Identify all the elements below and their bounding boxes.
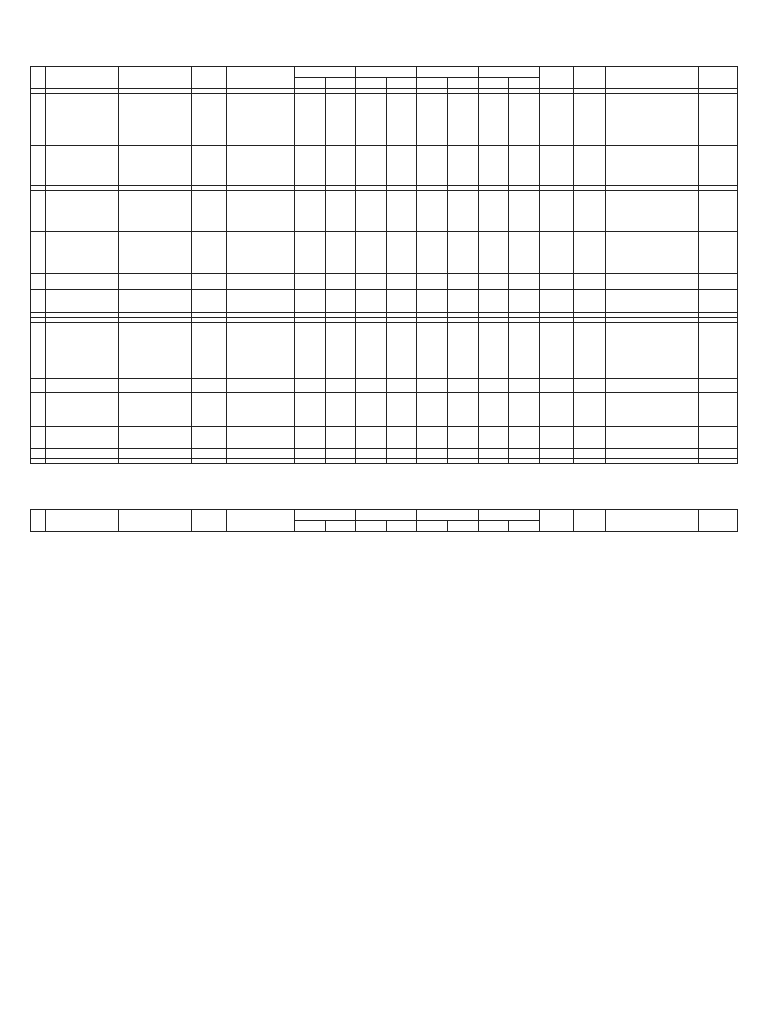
performance-indicator	[119, 274, 192, 290]
tindak-lanjut-cell	[574, 427, 606, 449]
quarter-target	[478, 274, 509, 290]
quarter-realisasi	[509, 290, 540, 313]
action-plan	[226, 449, 294, 459]
quarter-realisasi	[509, 379, 540, 393]
table-row	[31, 449, 738, 459]
table-row	[31, 290, 738, 313]
strategic-goal	[45, 191, 118, 232]
table-row	[31, 146, 738, 186]
empty-cell	[325, 459, 356, 464]
header-realisasi	[325, 78, 356, 89]
empty-cell	[605, 459, 698, 464]
target-value	[192, 323, 226, 379]
quarter-target	[356, 191, 387, 232]
quarter-target	[478, 427, 509, 449]
header-realisasi	[509, 78, 540, 89]
quarter-realisasi	[386, 191, 417, 232]
quarter-target	[356, 323, 387, 379]
header-target	[295, 78, 326, 89]
program-activity	[605, 449, 698, 459]
quarter-target	[417, 94, 448, 146]
quarter-realisasi	[386, 146, 417, 186]
responsible-unit	[698, 232, 737, 274]
table-row	[31, 379, 738, 393]
header-kendala	[539, 67, 573, 89]
quarter-realisasi	[325, 191, 356, 232]
header-sasaran	[45, 67, 118, 89]
quarter-target	[295, 379, 326, 393]
quarter-target	[478, 393, 509, 427]
header-tw2	[356, 510, 417, 521]
header-realisasi	[386, 521, 417, 532]
kendala-cell	[539, 274, 573, 290]
tindak-lanjut-cell	[574, 274, 606, 290]
responsible-unit	[698, 290, 737, 313]
row-number	[31, 146, 46, 186]
quarter-target	[478, 146, 509, 186]
quarter-realisasi	[448, 290, 479, 313]
tindak-lanjut-cell	[574, 232, 606, 274]
kendala-cell	[539, 191, 573, 232]
program-activity	[605, 323, 698, 379]
spacer-row	[31, 459, 738, 464]
header-realisasi	[448, 521, 479, 532]
performance-indicator	[119, 393, 192, 427]
action-plan	[226, 379, 294, 393]
quarter-target	[295, 232, 326, 274]
strategic-goal	[45, 290, 118, 313]
empty-cell	[539, 459, 573, 464]
header-sasaran	[45, 510, 118, 532]
header-target	[356, 521, 387, 532]
strategic-goal	[45, 146, 118, 186]
header-no	[31, 510, 46, 532]
quarter-realisasi	[325, 94, 356, 146]
quarter-realisasi	[325, 323, 356, 379]
quarter-realisasi	[448, 146, 479, 186]
empty-cell	[386, 459, 417, 464]
action-plan	[226, 393, 294, 427]
header-target	[478, 78, 509, 89]
quarter-realisasi	[325, 379, 356, 393]
quarter-realisasi	[448, 379, 479, 393]
quarter-target	[417, 393, 448, 427]
tindak-lanjut-cell	[574, 146, 606, 186]
quarter-realisasi	[509, 323, 540, 379]
kendala-cell	[539, 449, 573, 459]
quarter-realisasi	[509, 191, 540, 232]
quarter-target	[356, 274, 387, 290]
quarter-realisasi	[386, 232, 417, 274]
program-activity	[605, 379, 698, 393]
quarter-target	[295, 94, 326, 146]
program-activity	[605, 427, 698, 449]
target-value	[192, 379, 226, 393]
program-activity	[605, 290, 698, 313]
target-value	[192, 274, 226, 290]
program-activity	[605, 393, 698, 427]
row-number	[31, 427, 46, 449]
quarter-target	[295, 290, 326, 313]
header-target	[295, 521, 326, 532]
kendala-cell	[539, 94, 573, 146]
responsible-unit	[698, 393, 737, 427]
quarter-realisasi	[386, 290, 417, 313]
responsible-unit	[698, 274, 737, 290]
quarter-target	[478, 379, 509, 393]
empty-cell	[574, 459, 606, 464]
quarter-realisasi	[386, 449, 417, 459]
header-target	[417, 521, 448, 532]
header-no	[31, 67, 46, 89]
empty-cell	[356, 459, 387, 464]
performance-indicator	[119, 449, 192, 459]
quarter-target	[356, 393, 387, 427]
header-rencana	[226, 510, 294, 532]
row-number	[31, 379, 46, 393]
quarter-target	[295, 191, 326, 232]
target-value	[192, 290, 226, 313]
row-number	[31, 232, 46, 274]
quarter-target	[295, 393, 326, 427]
header-target	[356, 78, 387, 89]
quarter-target	[295, 449, 326, 459]
empty-cell	[478, 459, 509, 464]
quarter-target	[478, 290, 509, 313]
header-tw3	[417, 67, 478, 78]
quarter-target	[417, 427, 448, 449]
quarter-target	[417, 232, 448, 274]
tindak-lanjut-cell	[574, 379, 606, 393]
quarter-realisasi	[386, 427, 417, 449]
quarter-realisasi	[448, 274, 479, 290]
target-value	[192, 427, 226, 449]
target-value	[192, 94, 226, 146]
tindak-lanjut-cell	[574, 393, 606, 427]
table-row	[31, 191, 738, 232]
kendala-cell	[539, 379, 573, 393]
header-tw4	[478, 510, 539, 521]
performance-indicator	[119, 146, 192, 186]
header-tw4	[478, 67, 539, 78]
row-number	[31, 191, 46, 232]
action-plan	[226, 232, 294, 274]
action-plan	[226, 290, 294, 313]
responsible-unit	[698, 427, 737, 449]
quarter-target	[356, 232, 387, 274]
header-tindak	[574, 510, 606, 532]
responsible-unit	[698, 379, 737, 393]
quarter-target	[356, 449, 387, 459]
row-number	[31, 393, 46, 427]
quarter-target	[356, 379, 387, 393]
tindak-lanjut-cell	[574, 94, 606, 146]
tindak-lanjut-cell	[574, 449, 606, 459]
action-plan	[226, 191, 294, 232]
table-row	[31, 323, 738, 379]
header-program	[605, 510, 698, 532]
quarter-realisasi	[325, 449, 356, 459]
row-number	[31, 94, 46, 146]
action-plan	[226, 94, 294, 146]
kendala-cell	[539, 393, 573, 427]
table-row	[31, 393, 738, 427]
strategic-goal	[45, 427, 118, 449]
header-tw2	[356, 67, 417, 78]
header-indikator	[119, 67, 192, 89]
tindak-lanjut-cell	[574, 323, 606, 379]
program-activity	[605, 146, 698, 186]
quarter-target	[356, 290, 387, 313]
action-plan	[226, 146, 294, 186]
header-pj	[698, 67, 737, 89]
performance-indicator	[119, 323, 192, 379]
row-number	[31, 323, 46, 379]
target-value	[192, 232, 226, 274]
quarter-realisasi	[386, 323, 417, 379]
quarter-realisasi	[509, 232, 540, 274]
table-row	[31, 94, 738, 146]
tindak-lanjut-cell	[574, 290, 606, 313]
quarter-realisasi	[325, 393, 356, 427]
performance-indicator	[119, 94, 192, 146]
program-activity	[605, 191, 698, 232]
action-plan	[226, 274, 294, 290]
quarter-target	[295, 323, 326, 379]
quarter-realisasi	[386, 393, 417, 427]
strategic-goal	[45, 393, 118, 427]
header-realisasi	[325, 521, 356, 532]
row-number	[31, 274, 46, 290]
empty-cell	[192, 459, 226, 464]
responsible-unit	[698, 323, 737, 379]
empty-cell	[417, 459, 448, 464]
quarter-target	[478, 449, 509, 459]
quarter-realisasi	[509, 393, 540, 427]
program-activity	[605, 274, 698, 290]
quarter-target	[478, 323, 509, 379]
quarter-target	[417, 449, 448, 459]
table-row	[31, 232, 738, 274]
header-tw1	[295, 67, 356, 78]
quarter-target	[295, 146, 326, 186]
quarter-target	[417, 274, 448, 290]
tindak-lanjut-cell	[574, 191, 606, 232]
responsible-unit	[698, 449, 737, 459]
quarter-realisasi	[448, 94, 479, 146]
table-row	[31, 274, 738, 290]
empty-cell	[45, 459, 118, 464]
strategic-goal	[45, 274, 118, 290]
action-plan	[226, 427, 294, 449]
empty-cell	[295, 459, 326, 464]
strategic-goal	[45, 94, 118, 146]
kendala-cell	[539, 232, 573, 274]
target-value	[192, 191, 226, 232]
header-realisasi	[509, 521, 540, 532]
table-row	[31, 427, 738, 449]
quarter-target	[417, 379, 448, 393]
target-value	[192, 449, 226, 459]
quarter-realisasi	[509, 449, 540, 459]
header-target	[192, 510, 226, 532]
kendala-cell	[539, 323, 573, 379]
empty-cell	[226, 459, 294, 464]
header-target	[192, 67, 226, 89]
quarter-target	[356, 427, 387, 449]
kendala-cell	[539, 146, 573, 186]
quarter-realisasi	[325, 427, 356, 449]
quarter-target	[417, 146, 448, 186]
quarter-target	[478, 191, 509, 232]
row-number	[31, 449, 46, 459]
performance-indicator	[119, 379, 192, 393]
responsible-unit	[698, 146, 737, 186]
header-tw3	[417, 510, 478, 521]
row-number	[31, 290, 46, 313]
quarter-target	[417, 191, 448, 232]
empty-cell	[119, 459, 192, 464]
quarter-realisasi	[325, 274, 356, 290]
action-plan-table-1	[30, 66, 738, 464]
quarter-realisasi	[448, 323, 479, 379]
strategic-goal	[45, 232, 118, 274]
program-activity	[605, 94, 698, 146]
quarter-realisasi	[448, 191, 479, 232]
header-realisasi	[386, 78, 417, 89]
quarter-realisasi	[448, 427, 479, 449]
quarter-realisasi	[509, 146, 540, 186]
quarter-realisasi	[325, 146, 356, 186]
header-realisasi	[448, 78, 479, 89]
header-kendala	[539, 510, 573, 532]
quarter-realisasi	[448, 393, 479, 427]
quarter-target	[356, 146, 387, 186]
header-rencana	[226, 67, 294, 89]
empty-cell	[698, 459, 737, 464]
kendala-cell	[539, 427, 573, 449]
header-pj	[698, 510, 737, 532]
target-value	[192, 146, 226, 186]
header-tw1	[295, 510, 356, 521]
quarter-target	[295, 427, 326, 449]
performance-indicator	[119, 232, 192, 274]
performance-indicator	[119, 290, 192, 313]
quarter-target	[356, 94, 387, 146]
quarter-target	[417, 290, 448, 313]
header-target	[478, 521, 509, 532]
performance-indicator	[119, 191, 192, 232]
target-value	[192, 393, 226, 427]
responsible-unit	[698, 191, 737, 232]
header-program	[605, 67, 698, 89]
quarter-realisasi	[386, 379, 417, 393]
program-activity	[605, 232, 698, 274]
quarter-target	[478, 232, 509, 274]
strategic-goal	[45, 449, 118, 459]
header-target	[417, 78, 448, 89]
quarter-realisasi	[509, 427, 540, 449]
action-plan-table-2	[30, 509, 738, 532]
empty-cell	[31, 459, 46, 464]
kendala-cell	[539, 290, 573, 313]
quarter-realisasi	[509, 94, 540, 146]
empty-cell	[448, 459, 479, 464]
action-plan	[226, 323, 294, 379]
quarter-target	[478, 94, 509, 146]
performance-indicator	[119, 427, 192, 449]
empty-cell	[509, 459, 540, 464]
quarter-realisasi	[386, 274, 417, 290]
strategic-goal	[45, 379, 118, 393]
quarter-realisasi	[509, 274, 540, 290]
quarter-realisasi	[325, 290, 356, 313]
quarter-realisasi	[386, 94, 417, 146]
quarter-target	[417, 323, 448, 379]
header-tindak	[574, 67, 606, 89]
quarter-realisasi	[448, 232, 479, 274]
strategic-goal	[45, 323, 118, 379]
quarter-realisasi	[325, 232, 356, 274]
quarter-realisasi	[448, 449, 479, 459]
header-indikator	[119, 510, 192, 532]
quarter-target	[295, 274, 326, 290]
responsible-unit	[698, 94, 737, 146]
